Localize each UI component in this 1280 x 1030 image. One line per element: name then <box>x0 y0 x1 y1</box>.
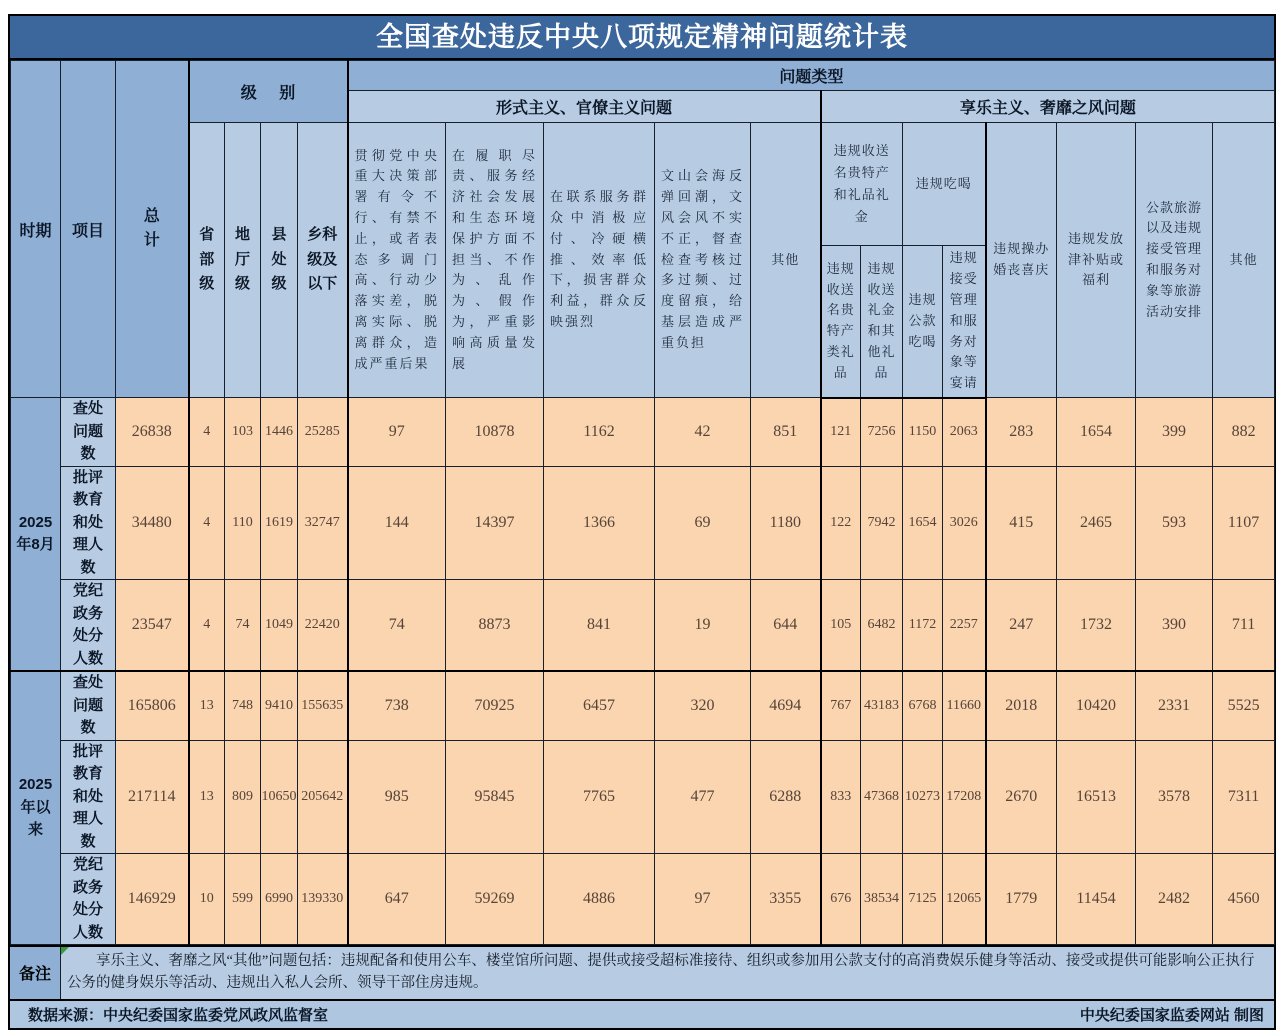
col-header-dining-group: 违规吃喝 <box>903 123 986 246</box>
period-cell: 2025年以来 <box>11 671 61 945</box>
col-header-total-label: 总计 <box>143 208 160 249</box>
data-cell: 14397 <box>446 466 544 580</box>
data-cell: 738 <box>348 671 446 740</box>
col-header-township-level: 乡科级及以下 <box>298 123 348 398</box>
data-cell: 97 <box>655 854 751 945</box>
data-cell: 144 <box>348 466 446 580</box>
data-cell: 4694 <box>751 671 821 740</box>
data-cell: 205642 <box>298 740 348 854</box>
col-header-formalism-section: 形式主义、官僚主义问题 <box>348 91 821 123</box>
data-cell: 415 <box>986 466 1057 580</box>
data-cell: 767 <box>821 671 861 740</box>
data-cell: 4 <box>189 580 225 672</box>
remark-label: 备注 <box>10 947 61 999</box>
row-label: 党纪政务处分人数 <box>61 580 116 672</box>
data-cell: 10420 <box>1057 671 1136 740</box>
data-cell: 103 <box>225 398 261 467</box>
data-cell: 1619 <box>261 466 298 580</box>
data-cell: 13 <box>189 740 225 854</box>
data-cell: 26838 <box>116 398 189 467</box>
col-header-problem-type: 问题类型 <box>348 61 1275 91</box>
data-cell: 1654 <box>1057 398 1136 467</box>
data-cell: 3026 <box>943 466 986 580</box>
data-cell: 593 <box>1136 466 1213 580</box>
col-header-excessive-meetings: 文山会海反弹回潮，文风会风不实不正，督查检查考核过多过频、过度留痕，给基层造成严重负担 <box>655 123 751 398</box>
data-cell: 217114 <box>116 740 189 854</box>
data-cell: 4560 <box>1213 854 1275 945</box>
col-header-formalism-other: 其他 <box>751 123 821 398</box>
data-cell: 2482 <box>1136 854 1213 945</box>
data-cell: 70925 <box>446 671 544 740</box>
data-cell: 1779 <box>986 854 1057 945</box>
data-cell: 13 <box>189 671 225 740</box>
data-cell: 833 <box>821 740 861 854</box>
data-cell: 9410 <box>261 671 298 740</box>
page-title: 全国查处违反中央八项规定精神问题统计表 <box>10 16 1274 60</box>
data-cell: 7311 <box>1213 740 1275 854</box>
data-cell: 32747 <box>298 466 348 580</box>
data-cell: 25285 <box>298 398 348 467</box>
data-cell: 10 <box>189 854 225 945</box>
data-cell: 155635 <box>298 671 348 740</box>
data-cell: 1446 <box>261 398 298 467</box>
data-cell: 1107 <box>1213 466 1275 580</box>
col-header-county-level: 县处级 <box>261 123 298 398</box>
data-cell: 644 <box>751 580 821 672</box>
data-cell: 4 <box>189 466 225 580</box>
data-cell: 1654 <box>903 466 943 580</box>
data-cell: 4 <box>189 398 225 467</box>
data-cell: 10273 <box>903 740 943 854</box>
col-header-banquet-invitations: 违规接受管理和服务对象等宴请 <box>943 246 986 398</box>
data-cell: 146929 <box>116 854 189 945</box>
data-cell: 74 <box>348 580 446 672</box>
data-row <box>11 854 1275 945</box>
row-label: 党纪政务处分人数 <box>61 854 116 945</box>
data-cell: 12065 <box>943 854 986 945</box>
data-cell: 122 <box>821 466 861 580</box>
col-header-level-group: 级 别 <box>189 61 348 123</box>
header-row-problem-type <box>11 61 1275 91</box>
data-cell: 399 <box>1136 398 1213 467</box>
data-row <box>11 466 1275 580</box>
col-header-province-level: 省部级 <box>189 123 225 398</box>
data-cell: 2331 <box>1136 671 1213 740</box>
data-table <box>10 60 1275 945</box>
statistics-table <box>8 14 1276 1030</box>
data-cell: 477 <box>655 740 751 854</box>
data-cell: 6457 <box>544 671 655 740</box>
data-cell: 4886 <box>544 854 655 945</box>
data-cell: 74 <box>225 580 261 672</box>
data-cell: 599 <box>225 854 261 945</box>
data-cell: 985 <box>348 740 446 854</box>
data-cell: 6482 <box>861 580 903 672</box>
col-header-serving-masses: 在联系服务群众中消极应付、冷硬横推、效率低下，损害群众利益，群众反映强烈 <box>544 123 655 398</box>
col-header-policy-implementation: 贯彻党中央重大决策部署有令不行、有禁不止，或者表态多调门高、行动少落实差，脱离实际、脱离群众，造成严重后果 <box>348 123 446 398</box>
data-cell: 809 <box>225 740 261 854</box>
row-label: 批评教育和处理人数 <box>61 740 116 854</box>
data-row <box>11 580 1275 672</box>
data-cell: 3355 <box>751 854 821 945</box>
col-header-total <box>116 61 189 398</box>
data-cell: 43183 <box>861 671 903 740</box>
data-cell: 42 <box>655 398 751 467</box>
data-cell: 7942 <box>861 466 903 580</box>
data-cell: 283 <box>986 398 1057 467</box>
data-row <box>11 398 1275 467</box>
data-cell: 711 <box>1213 580 1275 672</box>
data-cell: 23547 <box>116 580 189 672</box>
data-cell: 16513 <box>1057 740 1136 854</box>
row-label: 查处问题数 <box>61 398 116 467</box>
data-cell: 320 <box>655 671 751 740</box>
col-header-prefecture-level: 地厅级 <box>225 123 261 398</box>
remark-text: 享乐主义、奢靡之风“其他”问题包括：违规配备和使用公车、楼堂馆所问题、提供或接受超标准接待、组织或参加用公款支付的高消费娱乐健身等活动、接受或提供可能影响公正执行公务的健身娱乐等活动、违规出入私人会所、领导干部住房违规。 <box>61 947 1274 999</box>
data-row <box>11 671 1275 740</box>
data-cell: 6990 <box>261 854 298 945</box>
data-cell: 11660 <box>943 671 986 740</box>
source-row <box>10 999 1274 1028</box>
data-cell: 851 <box>751 398 821 467</box>
col-header-allowances-welfare: 违规发放津补贴或福利 <box>1057 123 1136 398</box>
data-cell: 882 <box>1213 398 1275 467</box>
data-cell: 22420 <box>298 580 348 672</box>
data-cell: 647 <box>348 854 446 945</box>
data-cell: 34480 <box>116 466 189 580</box>
col-header-hedonism-other: 其他 <box>1213 123 1275 398</box>
data-cell: 6768 <box>903 671 943 740</box>
col-header-cash-gifts: 违规收送礼金和其他礼品 <box>861 246 903 398</box>
data-cell: 2257 <box>943 580 986 672</box>
data-cell: 69 <box>655 466 751 580</box>
data-cell: 5525 <box>1213 671 1275 740</box>
data-row <box>11 740 1275 854</box>
col-header-period: 时期 <box>11 61 61 398</box>
data-cell: 38534 <box>861 854 903 945</box>
data-cell: 139330 <box>298 854 348 945</box>
data-cell: 1049 <box>261 580 298 672</box>
data-cell: 390 <box>1136 580 1213 672</box>
data-cell: 7256 <box>861 398 903 467</box>
data-cell: 1162 <box>544 398 655 467</box>
data-cell: 3578 <box>1136 740 1213 854</box>
data-cell: 59269 <box>446 854 544 945</box>
col-header-specialty-gifts: 违规收送名贵特产类礼品 <box>821 246 861 398</box>
data-cell: 19 <box>655 580 751 672</box>
data-cell: 11454 <box>1057 854 1136 945</box>
col-header-public-funded-travel: 公款旅游以及违规接受管理和服务对象等旅游活动安排 <box>1136 123 1213 398</box>
data-cell: 1172 <box>903 580 943 672</box>
credit-text: 中央纪委国家监委网站 制图 <box>1079 1006 1264 1024</box>
col-header-hedonism-section: 享乐主义、奢靡之风问题 <box>821 91 1275 123</box>
data-cell: 121 <box>821 398 861 467</box>
data-cell: 95845 <box>446 740 544 854</box>
data-cell: 2465 <box>1057 466 1136 580</box>
data-cell: 2670 <box>986 740 1057 854</box>
data-cell: 1732 <box>1057 580 1136 672</box>
data-cell: 6288 <box>751 740 821 854</box>
data-cell: 2018 <box>986 671 1057 740</box>
data-cell: 748 <box>225 671 261 740</box>
data-cell: 1180 <box>751 466 821 580</box>
data-cell: 247 <box>986 580 1057 672</box>
data-cell: 97 <box>348 398 446 467</box>
data-cell: 47368 <box>861 740 903 854</box>
col-header-weddings-funerals: 违规操办婚丧喜庆 <box>986 123 1057 398</box>
row-label: 查处问题数 <box>61 671 116 740</box>
data-cell: 17208 <box>943 740 986 854</box>
data-cell: 10650 <box>261 740 298 854</box>
data-cell: 7765 <box>544 740 655 854</box>
data-source-text: 数据来源：中央纪委国家监委党风政风监督室 <box>28 1006 329 1024</box>
header-row-columns <box>11 123 1275 246</box>
data-cell: 105 <box>821 580 861 672</box>
data-cell: 841 <box>544 580 655 672</box>
data-cell: 8873 <box>446 580 544 672</box>
data-cell: 165806 <box>116 671 189 740</box>
col-header-gifts-group: 违规收送名贵特产和礼品礼金 <box>821 123 903 246</box>
data-cell: 676 <box>821 854 861 945</box>
data-cell: 1366 <box>544 466 655 580</box>
data-cell: 110 <box>225 466 261 580</box>
col-header-public-funds-dining: 违规公款吃喝 <box>903 246 943 398</box>
data-cell: 7125 <box>903 854 943 945</box>
period-cell: 2025年8月 <box>11 398 61 672</box>
remark-row <box>10 945 1274 999</box>
row-label: 批评教育和处理人数 <box>61 466 116 580</box>
data-cell: 2063 <box>943 398 986 467</box>
data-cell: 1150 <box>903 398 943 467</box>
col-header-duty-performance: 在履职尽责、服务经济社会发展和生态环境保护方面不担当、不作为、乱作为、假作为，严重影响高质量发展 <box>446 123 544 398</box>
data-cell: 10878 <box>446 398 544 467</box>
col-header-item: 项目 <box>61 61 116 398</box>
